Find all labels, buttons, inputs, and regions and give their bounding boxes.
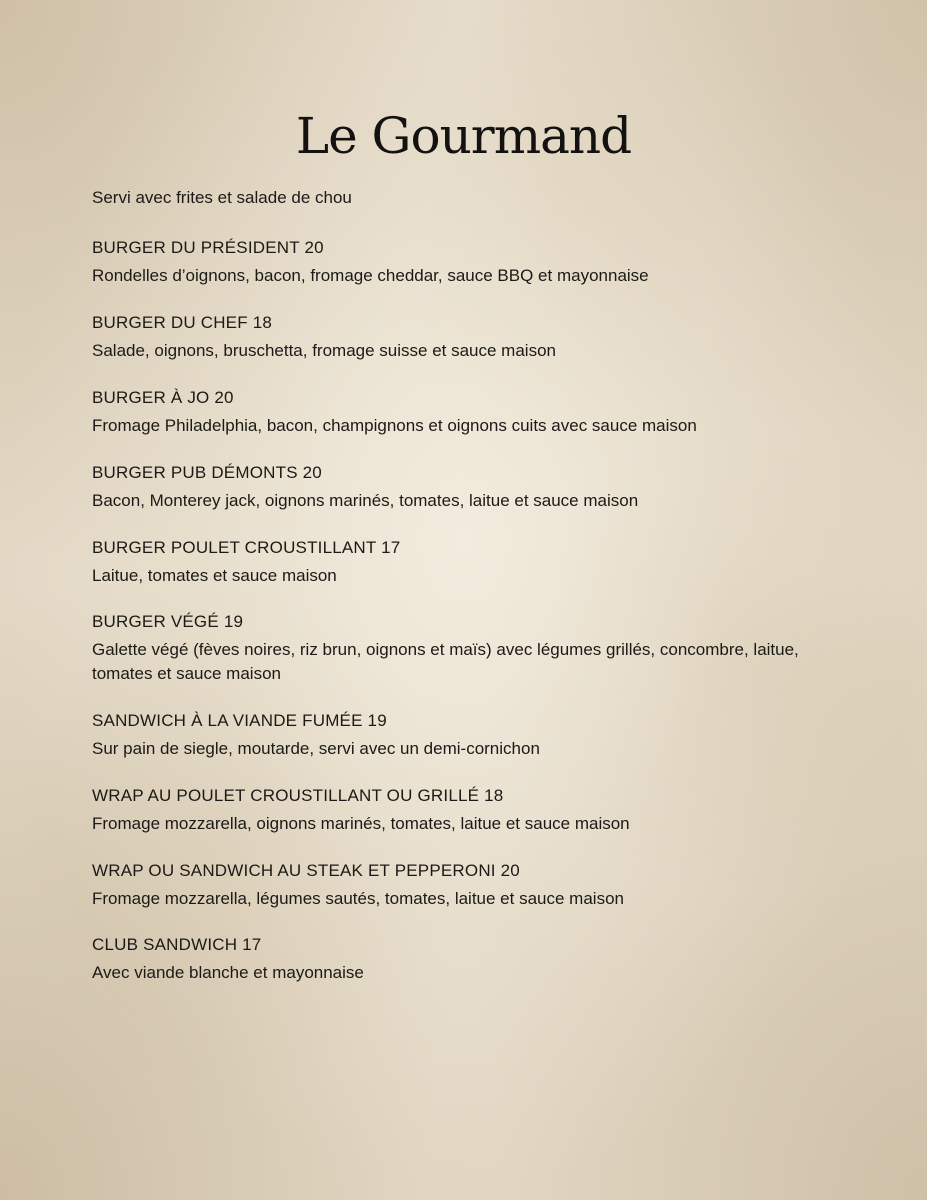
item-description: Fromage mozzarella, légumes sautés, tomates, laitue et sauce maison	[92, 889, 624, 908]
item-name: BURGER DU PRÉSIDENT 20	[92, 238, 324, 257]
item-name: WRAP AU POULET CROUSTILLANT OU GRILLÉ 18	[92, 786, 504, 805]
item-description: Rondelles d’oignons, bacon, fromage cheddar, sauce BBQ et mayonnaise	[92, 266, 649, 285]
item-name: SANDWICH À LA VIANDE FUMÉE 19	[92, 711, 387, 730]
item-description: Laitue, tomates et sauce maison	[92, 566, 337, 585]
item-description: Bacon, Monterey jack, oignons marinés, tomates, laitue et sauce maison	[92, 491, 639, 510]
item-name: WRAP OU SANDWICH AU STEAK ET PEPPERONI 20	[92, 861, 520, 880]
menu-item	[92, 934, 862, 985]
item-description: Avec viande blanche et mayonnaise	[92, 963, 364, 982]
item-description: Galette végé (fèves noires, riz brun, oignons et maïs) avec légumes grillés, concombre, laitue, tomates et sauce maison	[92, 640, 799, 683]
menu-item	[92, 462, 862, 513]
item-description: Salade, oignons, bruschetta, fromage suisse et sauce maison	[92, 341, 556, 360]
item-name: BURGER POULET CROUSTILLANT 17	[92, 538, 401, 557]
menu-intro: Servi avec frites et salade de chou	[92, 188, 352, 207]
item-name: BURGER PUB DÉMONTS 20	[92, 463, 322, 482]
menu-item	[92, 387, 862, 438]
menu-item	[92, 537, 862, 588]
item-name: BURGER DU CHEF 18	[92, 313, 273, 332]
item-description: Sur pain de siegle, moutarde, servi avec un demi-cornichon	[92, 739, 540, 758]
menu-item	[92, 237, 862, 288]
menu-item	[92, 710, 862, 761]
menu-item	[92, 611, 862, 686]
item-description: Fromage Philadelphia, bacon, champignons et oignons cuits avec sauce maison	[92, 416, 697, 435]
item-description: Fromage mozzarella, oignons marinés, tomates, laitue et sauce maison	[92, 814, 630, 833]
menu-item	[92, 785, 862, 836]
menu-title: Le Gourmand	[295, 107, 632, 165]
item-name: BURGER À JO 20	[92, 388, 234, 407]
item-name: BURGER VÉGÉ 19	[92, 612, 244, 631]
menu-item	[92, 312, 862, 363]
menu-item	[92, 860, 862, 911]
item-name: CLUB SANDWICH 17	[92, 935, 262, 954]
